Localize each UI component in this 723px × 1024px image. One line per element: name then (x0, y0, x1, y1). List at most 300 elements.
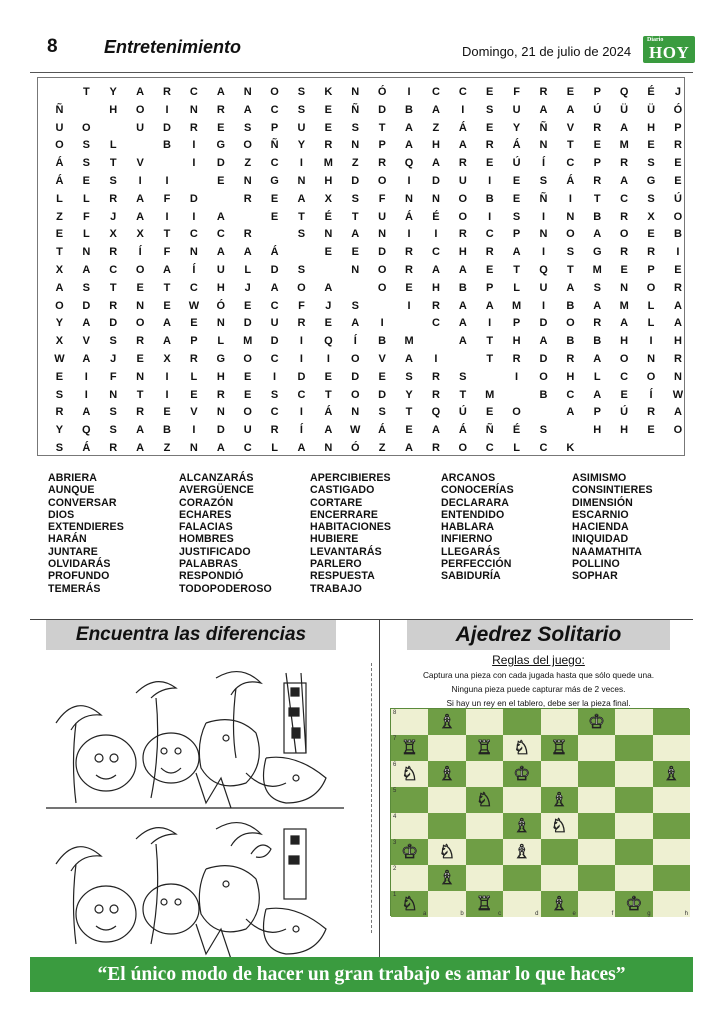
grid-letter[interactable]: E (190, 317, 198, 330)
grid-letter[interactable]: I (192, 424, 196, 437)
grid-letter[interactable]: W (188, 299, 200, 312)
grid-letter[interactable]: Á (405, 210, 413, 223)
grid-letter[interactable]: U (243, 424, 252, 437)
board-square[interactable] (428, 865, 465, 891)
grid-letter[interactable]: Á (55, 157, 64, 170)
grid-letter[interactable]: T (593, 192, 601, 205)
board-square[interactable] (653, 761, 690, 787)
grid-letter[interactable]: O (377, 281, 387, 294)
grid-letter[interactable]: Q (404, 157, 414, 170)
grid-letter[interactable]: N (378, 228, 387, 241)
grid-letter[interactable]: A (163, 317, 171, 330)
white-knight-icon[interactable]: ♘ (550, 815, 568, 837)
grid-letter[interactable]: E (674, 157, 682, 170)
grid-letter[interactable]: F (163, 246, 171, 259)
grid-letter[interactable]: U (270, 317, 279, 330)
grid-letter[interactable]: A (55, 281, 64, 294)
grid-letter[interactable]: C (485, 228, 494, 241)
grid-letter[interactable]: Ú (620, 406, 629, 419)
grid-letter[interactable]: Á (55, 174, 64, 187)
board-square[interactable] (615, 709, 652, 735)
grid-letter[interactable]: Q (324, 335, 333, 348)
grid-letter[interactable]: Ó (377, 86, 387, 98)
grid-letter[interactable]: A (673, 299, 682, 312)
grid-letter[interactable]: N (216, 406, 225, 419)
grid-letter[interactable]: O (377, 263, 387, 276)
grid-letter[interactable]: R (405, 246, 413, 259)
grid-letter[interactable]: E (324, 121, 333, 134)
grid-letter[interactable]: M (485, 388, 495, 401)
grid-letter[interactable]: A (82, 352, 91, 365)
grid-letter[interactable]: S (593, 281, 601, 294)
grid-letter[interactable]: G (270, 174, 279, 187)
grid-letter[interactable]: L (647, 299, 655, 312)
grid-letter[interactable]: L (217, 335, 225, 348)
grid-letter[interactable]: E (566, 86, 575, 98)
board-square[interactable] (466, 709, 503, 735)
grid-letter[interactable]: U (136, 121, 145, 134)
grid-letter[interactable]: N (136, 370, 145, 383)
grid-letter[interactable]: R (55, 406, 64, 419)
grid-letter[interactable]: K (324, 86, 333, 98)
grid-letter[interactable]: R (620, 157, 629, 170)
grid-letter[interactable]: X (163, 352, 171, 365)
grid-letter[interactable]: L (593, 370, 601, 383)
grid-letter[interactable]: O (243, 139, 252, 152)
grid-letter[interactable]: A (566, 103, 575, 116)
grid-letter[interactable]: S (647, 192, 655, 205)
grid-letter[interactable]: Í (353, 335, 357, 348)
grid-letter[interactable]: R (216, 388, 225, 401)
white-rook-icon[interactable]: ♖ (475, 893, 493, 915)
grid-letter[interactable]: P (593, 157, 601, 170)
white-knight-icon[interactable]: ♘ (513, 737, 531, 759)
grid-letter[interactable]: A (270, 281, 279, 294)
grid-letter[interactable]: U (297, 121, 306, 134)
white-bishop-icon[interactable]: ♗ (550, 893, 568, 915)
grid-letter[interactable]: X (55, 335, 64, 348)
grid-letter[interactable]: O (458, 210, 468, 223)
board-square[interactable] (615, 813, 652, 839)
grid-letter[interactable]: Í (541, 157, 545, 170)
board-square[interactable] (541, 735, 578, 761)
grid-letter[interactable]: I (165, 103, 169, 116)
grid-letter[interactable]: R (620, 246, 629, 259)
grid-letter[interactable]: Í (192, 263, 196, 276)
grid-letter[interactable]: C (566, 388, 575, 401)
grid-letter[interactable]: O (646, 370, 656, 383)
grid-letter[interactable]: Z (378, 441, 386, 454)
grid-letter[interactable]: R (136, 406, 145, 419)
grid-letter[interactable]: E (486, 121, 494, 134)
grid-letter[interactable]: R (243, 228, 252, 241)
grid-letter[interactable]: L (271, 441, 278, 454)
board-square[interactable] (653, 891, 690, 917)
grid-letter[interactable]: N (82, 246, 91, 259)
grid-letter[interactable]: O (458, 441, 468, 454)
board-square[interactable] (391, 839, 428, 865)
grid-letter[interactable]: A (620, 121, 629, 134)
grid-letter[interactable]: I (488, 174, 492, 187)
board-square[interactable] (466, 735, 503, 761)
board-square[interactable] (466, 813, 503, 839)
grid-letter[interactable]: N (189, 441, 198, 454)
grid-letter[interactable]: Q (539, 263, 548, 276)
grid-letter[interactable]: R (512, 352, 521, 365)
grid-letter[interactable]: A (539, 335, 548, 348)
grid-letter[interactable]: A (136, 86, 145, 98)
grid-letter[interactable]: E (270, 192, 279, 205)
grid-letter[interactable]: A (458, 335, 467, 348)
grid-letter[interactable]: E (620, 263, 628, 276)
grid-letter[interactable]: Y (55, 424, 64, 437)
grid-letter[interactable]: R (593, 121, 602, 134)
grid-letter[interactable]: N (351, 406, 360, 419)
grid-letter[interactable]: I (407, 228, 411, 241)
board-square[interactable] (615, 787, 652, 813)
grid-letter[interactable]: Í (649, 388, 653, 401)
grid-letter[interactable]: E (270, 210, 279, 223)
grid-letter[interactable]: E (217, 121, 225, 134)
grid-letter[interactable]: B (566, 299, 575, 312)
grid-letter[interactable]: P (190, 335, 198, 348)
grid-letter[interactable]: H (109, 103, 118, 116)
grid-letter[interactable]: A (243, 246, 252, 259)
grid-letter[interactable]: R (109, 192, 118, 205)
grid-letter[interactable]: I (299, 352, 303, 365)
grid-letter[interactable]: C (620, 370, 629, 383)
grid-letter[interactable]: E (55, 228, 64, 241)
grid-letter[interactable]: C (189, 281, 198, 294)
grid-letter[interactable]: A (539, 103, 548, 116)
grid-letter[interactable]: R (189, 121, 198, 134)
grid-letter[interactable]: R (673, 352, 682, 365)
grid-letter[interactable]: C (243, 441, 252, 454)
grid-letter[interactable]: H (647, 121, 656, 134)
grid-letter[interactable]: D (270, 263, 279, 276)
grid-letter[interactable]: O (566, 228, 575, 241)
grid-letter[interactable]: Ó (216, 299, 226, 312)
grid-letter[interactable]: A (163, 335, 171, 348)
grid-letter[interactable]: P (486, 281, 494, 294)
grid-letter[interactable]: E (55, 370, 64, 383)
grid-letter[interactable]: A (431, 103, 440, 116)
grid-letter[interactable]: A (405, 352, 413, 365)
grid-letter[interactable]: O (512, 406, 521, 419)
grid-letter[interactable]: Ñ (485, 424, 494, 437)
grid-letter[interactable]: D (351, 174, 360, 187)
grid-letter[interactable]: D (378, 246, 387, 259)
grid-letter[interactable]: L (513, 281, 520, 294)
grid-letter[interactable]: L (56, 192, 63, 205)
grid-letter[interactable]: F (298, 299, 305, 312)
grid-letter[interactable]: O (270, 86, 279, 98)
white-bishop-icon[interactable]: ♗ (513, 815, 531, 837)
grid-letter[interactable]: T (486, 352, 494, 365)
board-square[interactable] (615, 839, 652, 865)
grid-letter[interactable]: H (324, 174, 333, 187)
grid-letter[interactable]: O (673, 210, 683, 223)
grid-letter[interactable]: Á (458, 424, 467, 437)
grid-letter[interactable]: Y (512, 121, 521, 134)
grid-letter[interactable]: R (431, 441, 440, 454)
board-square[interactable] (428, 787, 465, 813)
grid-letter[interactable]: R (485, 246, 494, 259)
board-square[interactable] (428, 891, 465, 917)
grid-letter[interactable]: Ñ (539, 192, 548, 205)
grid-letter[interactable]: I (165, 388, 169, 401)
grid-letter[interactable]: Á (324, 406, 333, 419)
grid-letter[interactable]: C (189, 228, 198, 241)
grid-letter[interactable]: E (593, 139, 601, 152)
white-king-icon[interactable]: ♔ (588, 711, 606, 733)
grid-letter[interactable]: A (136, 210, 145, 223)
grid-letter[interactable]: S (486, 103, 494, 116)
board-square[interactable] (653, 839, 690, 865)
board-square[interactable] (391, 761, 428, 787)
white-rook-icon[interactable]: ♖ (475, 737, 493, 759)
grid-letter[interactable]: O (297, 281, 306, 294)
board-square[interactable] (578, 735, 615, 761)
grid-letter[interactable]: D (270, 335, 279, 348)
grid-letter[interactable]: O (55, 299, 64, 312)
grid-letter[interactable]: T (378, 121, 386, 134)
white-king-icon[interactable]: ♔ (401, 841, 419, 863)
grid-letter[interactable]: R (324, 139, 333, 152)
white-bishop-icon[interactable]: ♗ (438, 867, 456, 889)
grid-letter[interactable]: R (109, 299, 118, 312)
board-square[interactable] (541, 787, 578, 813)
grid-letter[interactable]: Y (297, 139, 306, 152)
grid-letter[interactable]: L (82, 228, 90, 241)
grid-letter[interactable]: E (82, 174, 90, 187)
grid-letter[interactable]: X (109, 228, 117, 241)
board-square[interactable] (428, 761, 465, 787)
grid-letter[interactable]: T (513, 263, 520, 276)
grid-letter[interactable]: O (619, 228, 629, 241)
grid-letter[interactable]: A (405, 121, 413, 134)
grid-letter[interactable]: X (647, 210, 655, 223)
board-square[interactable] (503, 735, 540, 761)
grid-letter[interactable]: I (541, 246, 545, 259)
grid-letter[interactable]: E (405, 281, 413, 294)
grid-letter[interactable]: A (593, 388, 602, 401)
grid-letter[interactable]: T (56, 246, 63, 259)
grid-letter[interactable]: E (244, 370, 252, 383)
grid-letter[interactable]: R (566, 352, 575, 365)
grid-letter[interactable]: O (135, 263, 145, 276)
grid-letter[interactable]: E (512, 174, 521, 187)
grid-letter[interactable]: I (407, 86, 411, 98)
grid-letter[interactable]: T (298, 210, 305, 223)
grid-letter[interactable]: M (619, 139, 629, 152)
board-square[interactable] (503, 891, 540, 917)
grid-letter[interactable]: D (351, 370, 360, 383)
grid-letter[interactable]: T (136, 388, 144, 401)
grid-letter[interactable]: C (297, 388, 306, 401)
grid-letter[interactable]: Á (458, 121, 467, 134)
grid-letter[interactable]: O (350, 388, 360, 401)
board-square[interactable] (503, 709, 540, 735)
grid-letter[interactable]: D (539, 352, 548, 365)
grid-letter[interactable]: B (485, 192, 494, 205)
board-square[interactable] (466, 865, 503, 891)
board-square[interactable] (578, 709, 615, 735)
white-rook-icon[interactable]: ♖ (550, 737, 568, 759)
grid-letter[interactable]: O (377, 174, 387, 187)
grid-letter[interactable]: A (512, 246, 521, 259)
grid-letter[interactable]: H (593, 424, 602, 437)
grid-letter[interactable]: C (109, 263, 118, 276)
board-square[interactable] (428, 839, 465, 865)
grid-letter[interactable]: S (55, 441, 64, 454)
grid-letter[interactable]: E (324, 246, 333, 259)
grid-letter[interactable]: A (243, 103, 252, 116)
grid-letter[interactable]: E (136, 281, 144, 294)
board-square[interactable] (503, 761, 540, 787)
grid-letter[interactable]: T (324, 388, 332, 401)
grid-letter[interactable]: K (566, 441, 575, 454)
grid-letter[interactable]: I (568, 192, 572, 205)
grid-letter[interactable]: E (512, 192, 521, 205)
grid-letter[interactable]: O (243, 352, 252, 365)
grid-letter[interactable]: S (82, 281, 90, 294)
grid-letter[interactable]: A (216, 246, 225, 259)
grid-letter[interactable]: A (593, 299, 602, 312)
board-square[interactable] (428, 813, 465, 839)
grid-letter[interactable]: G (216, 352, 226, 365)
board-square[interactable] (391, 709, 428, 735)
grid-letter[interactable]: R (539, 86, 548, 98)
grid-letter[interactable]: C (431, 317, 440, 330)
board-square[interactable] (391, 891, 428, 917)
grid-letter[interactable]: T (459, 388, 467, 401)
grid-letter[interactable]: N (647, 352, 656, 365)
grid-letter[interactable]: A (405, 441, 413, 454)
grid-letter[interactable]: Z (351, 157, 359, 170)
grid-letter[interactable]: F (513, 86, 520, 98)
grid-letter[interactable]: S (82, 139, 90, 152)
grid-letter[interactable]: V (566, 121, 575, 134)
grid-letter[interactable]: Y (405, 388, 413, 401)
grid-letter[interactable]: R (485, 139, 494, 152)
grid-letter[interactable]: O (646, 281, 656, 294)
grid-letter[interactable]: I (488, 317, 492, 330)
grid-letter[interactable]: I (434, 352, 438, 365)
grid-letter[interactable]: T (163, 228, 171, 241)
grid-letter[interactable]: R (593, 174, 602, 187)
grid-letter[interactable]: A (673, 406, 682, 419)
grid-letter[interactable]: E (405, 424, 413, 437)
grid-letter[interactable]: A (216, 210, 225, 223)
grid-letter[interactable]: E (486, 157, 494, 170)
grid-letter[interactable]: R (216, 103, 225, 116)
grid-letter[interactable]: Q (82, 424, 91, 437)
grid-letter[interactable]: A (136, 192, 145, 205)
grid-letter[interactable]: E (378, 370, 386, 383)
grid-letter[interactable]: N (431, 192, 440, 205)
grid-letter[interactable]: H (216, 370, 225, 383)
grid-letter[interactable]: Á (566, 174, 575, 187)
grid-letter[interactable]: T (567, 263, 574, 276)
grid-letter[interactable]: W (672, 388, 684, 401)
grid-letter[interactable]: E (217, 174, 225, 187)
grid-letter[interactable]: N (109, 388, 118, 401)
board-square[interactable] (578, 787, 615, 813)
grid-letter[interactable]: I (407, 299, 411, 312)
grid-letter[interactable]: I (407, 174, 411, 187)
grid-letter[interactable]: R (431, 388, 440, 401)
grid-letter[interactable]: N (324, 228, 333, 241)
grid-letter[interactable]: Z (244, 157, 252, 170)
grid-letter[interactable]: N (243, 86, 252, 98)
grid-letter[interactable]: A (593, 352, 602, 365)
grid-letter[interactable]: B (673, 228, 682, 241)
grid-letter[interactable]: A (673, 317, 682, 330)
grid-letter[interactable]: A (136, 441, 145, 454)
grid-letter[interactable]: C (620, 192, 629, 205)
grid-letter[interactable]: D (82, 299, 91, 312)
grid-letter[interactable]: I (165, 210, 169, 223)
grid-letter[interactable]: A (351, 317, 360, 330)
grid-letter[interactable]: I (192, 210, 196, 223)
grid-letter[interactable]: M (512, 299, 522, 312)
grid-letter[interactable]: A (82, 263, 91, 276)
grid-letter[interactable]: G (216, 139, 226, 152)
grid-letter[interactable]: C (566, 157, 575, 170)
white-knight-icon[interactable]: ♘ (401, 893, 419, 915)
grid-letter[interactable]: S (539, 174, 548, 187)
grid-letter[interactable]: H (673, 335, 682, 348)
grid-letter[interactable]: I (165, 370, 169, 383)
board-square[interactable] (541, 813, 578, 839)
grid-letter[interactable]: E (486, 263, 494, 276)
grid-letter[interactable]: R (405, 263, 413, 276)
grid-letter[interactable]: S (109, 335, 117, 348)
grid-letter[interactable]: Ú (512, 157, 521, 170)
grid-letter[interactable]: A (593, 228, 602, 241)
board-square[interactable] (615, 735, 652, 761)
grid-letter[interactable]: H (431, 281, 440, 294)
grid-letter[interactable]: U (512, 103, 521, 116)
board-square[interactable] (428, 709, 465, 735)
grid-letter[interactable]: T (405, 406, 413, 419)
grid-letter[interactable]: C (539, 441, 548, 454)
grid-letter[interactable]: Ñ (539, 121, 548, 134)
grid-letter[interactable]: V (82, 335, 90, 348)
white-bishop-icon[interactable]: ♗ (550, 789, 568, 811)
grid-letter[interactable]: O (135, 103, 145, 116)
grid-letter[interactable]: I (488, 210, 492, 223)
grid-letter[interactable]: B (163, 139, 171, 152)
grid-letter[interactable]: L (190, 370, 198, 383)
grid-letter[interactable]: C (270, 157, 279, 170)
grid-letter[interactable]: P (270, 121, 279, 134)
grid-letter[interactable]: C (270, 103, 279, 116)
grid-letter[interactable]: Ü (620, 103, 629, 116)
grid-letter[interactable]: R (378, 157, 387, 170)
grid-letter[interactable]: I (192, 157, 196, 170)
grid-letter[interactable]: E (486, 86, 494, 98)
grid-letter[interactable]: A (458, 317, 467, 330)
grid-letter[interactable]: I (380, 317, 384, 330)
grid-letter[interactable]: O (619, 352, 629, 365)
board-square[interactable] (615, 891, 652, 917)
grid-letter[interactable]: R (647, 406, 656, 419)
grid-letter[interactable]: A (216, 441, 225, 454)
grid-letter[interactable]: A (297, 192, 306, 205)
grid-letter[interactable]: I (676, 246, 680, 259)
